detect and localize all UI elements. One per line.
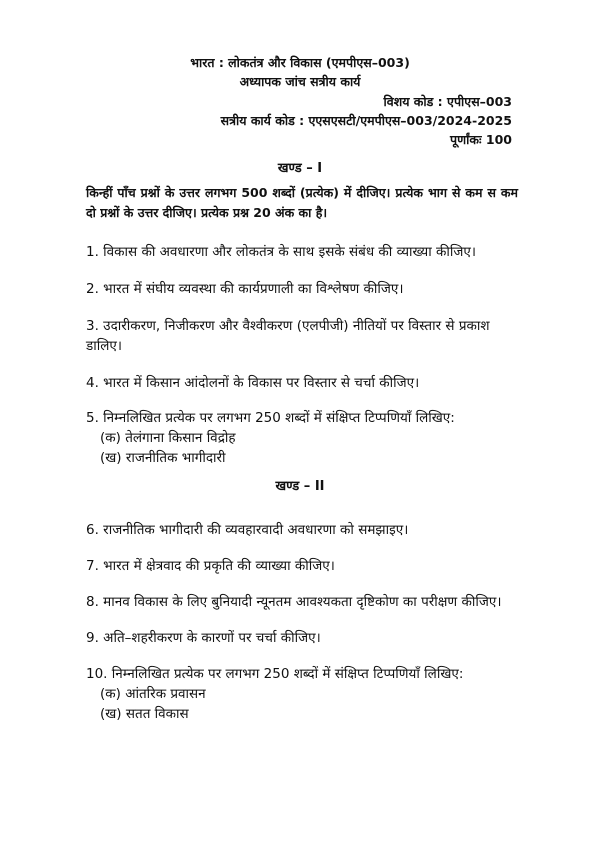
section-2-title: खण्ड – II [275,479,325,494]
question-7: 7. भारत में क्षेत्रवाद की प्रकृति की व्याख्या कीजिए। [86,558,335,574]
instructions: किन्हीं पाँच प्रश्नों के उत्तर लगभग 500 शब्दों (प्रत्येक) में दीजिए। प्रत्येक भाग से कम स कम दो प्रश्नों के उत्तर दीजिए। प्रत्येक प्रश्न 20 अंक का है। [86,185,518,220]
section-1-title: खण्ड – I [277,161,323,176]
question-8: 8. मानव विकास के लिए बुनियादी न्यूनतम आवश्यकता दृष्टिकोण का परीक्षण कीजिए। [86,594,502,610]
question-5 [86,408,522,468]
question-9: 9. अति–शहरीकरण के कारणों पर चर्चा कीजिए। [86,630,321,646]
question-10-sub-b: (ख) सतत विकास [100,706,189,722]
max-marks: पूर्णांकः 100 [450,132,512,147]
question-6: 6. राजनीतिक भागीदारी की व्यवहारवादी अवधारणा को समझाइए। [86,522,409,538]
question-10-text: 10. निम्नलिखित प्रत्येक पर लगभग 250 शब्दों में संक्षिप्त टिप्पणियाँ लिखिए: [86,666,464,682]
question-10 [86,664,522,724]
question-5-sub-b: (ख) राजनीतिक भागीदारी [100,450,226,466]
question-2: 2. भारत में संघीय व्यवस्था की कार्यप्रणाली का विश्लेषण कीजिए। [86,281,404,297]
course-code: विशय कोड : एपीएस–003 [383,94,512,109]
document-title: भारत : लोकतंत्र और विकास (एमपीएस–003) [190,55,410,70]
question-5-sub-a: (क) तेलंगाना किसान विद्रोह [100,430,236,446]
assignment-code: सत्रीय कार्य कोड : एएसएसटी/एमपीएस–003/2024-2025 [220,113,512,128]
question-4: 4. भारत में किसान आंदोलनों के विकास पर विस्तार से चर्चा कीजिए। [86,375,420,391]
question-3: 3. उदारीकरण, निजीकरण और वैश्वीकरण (एलपीजी) नीतियों पर विस्तार से प्रकाश डालिए। [86,318,490,354]
question-5-text: 5. निम्नलिखित प्रत्येक पर लगभग 250 शब्दों में संक्षिप्त टिप्पणियाँ लिखिए: [86,410,455,426]
document-subtitle: अध्यापक जांच सत्रीय कार्य [239,74,361,89]
question-1: 1. विकास की अवधारणा और लोकतंत्र के साथ इसके संबंध की व्याख्या कीजिए। [86,244,476,260]
question-10-sub-a: (क) आंतरिक प्रवासन [100,686,206,702]
